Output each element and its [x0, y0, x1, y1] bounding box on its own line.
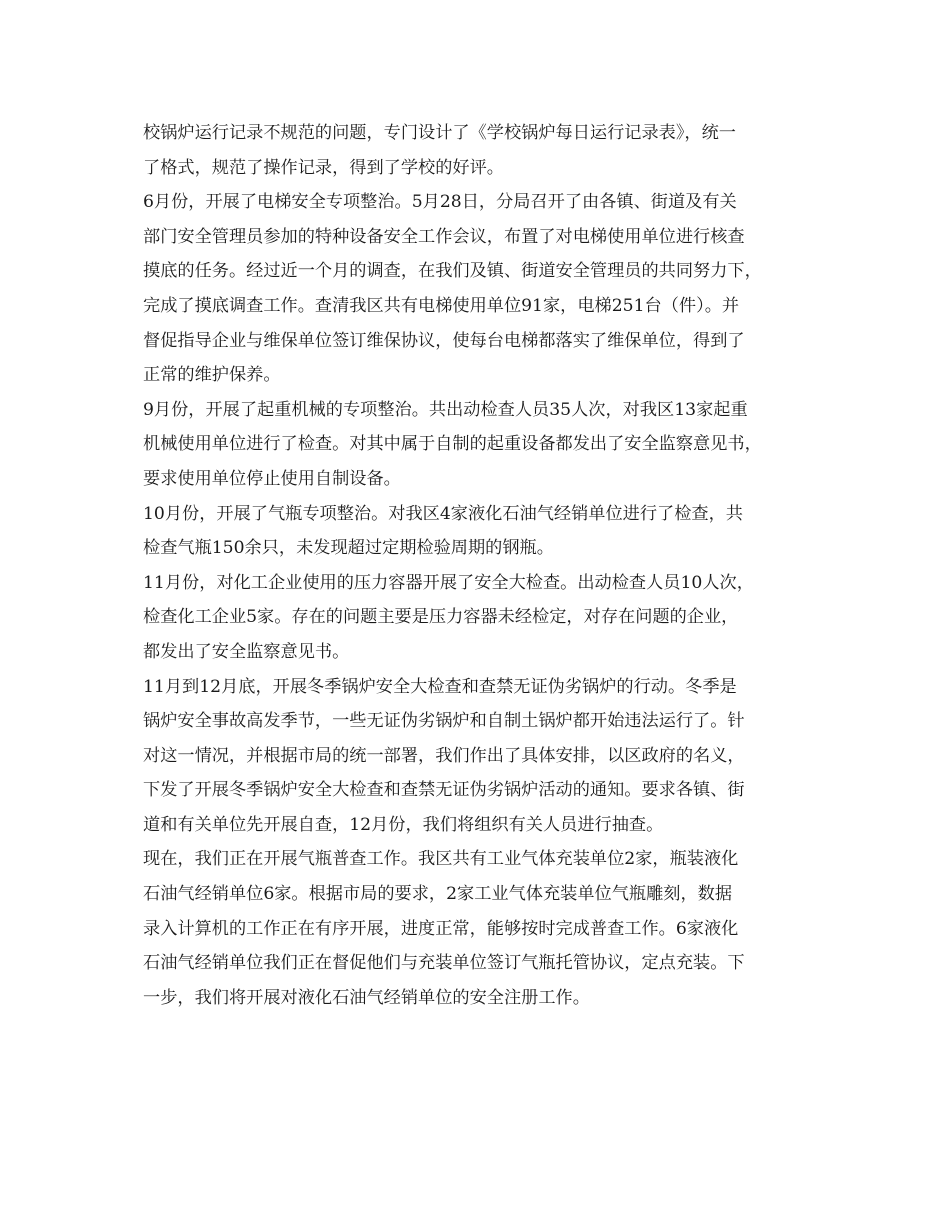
- text-line: 现在，我们正在开展气瓶普查工作。我区共有工业气体充装单位2家，瓶装液化: [143, 849, 739, 870]
- text-line: 道和有关单位先开展自查，12月份，我们将组织有关人员进行抽查。: [143, 814, 664, 835]
- text-line: 检查化工企业5家。存在的问题主要是压力容器未经检定，对存在问题的企业，: [143, 607, 739, 628]
- text-line: 对这一情况，并根据市局的统一部署，我们作出了具体安排，以区政府的名义，: [143, 745, 745, 766]
- text-line: 石油气经销单位我们正在督促他们与充装单位签订气瓶托管协议，定点充装。下: [143, 953, 745, 974]
- text-line: 11月份，对化工企业使用的压力容器开展了安全大检查。出动检查人员10人次，: [143, 572, 754, 593]
- text-line: 一步，我们将开展对液化石油气经销单位的安全注册工作。: [143, 987, 590, 1008]
- text-line: 了格式，规范了操作记录，得到了学校的好评。: [143, 157, 504, 178]
- text-line: 都发出了安全监察意见书。: [143, 641, 350, 662]
- text-line: 校锅炉运行记录不规范的问题，专门设计了《学校锅炉每日运行记录表》，统一: [143, 123, 736, 143]
- text-line: 部门安全管理员参加的特种设备安全工作会议，布置了对电梯使用单位进行核查: [143, 226, 745, 247]
- text-line: 6月份，开展了电梯安全专项整治。5月28日，分局召开了由各镇、街道及有关: [143, 192, 737, 213]
- text-line: 督促指导企业与维保单位签订维保协议，使每台电梯都落实了维保单位，得到了: [143, 330, 745, 351]
- text-line: 锅炉安全事故高发季节，一些无证伪劣锅炉和自制土锅炉都开始违法运行了。针: [143, 711, 745, 732]
- text-line: 11月到12月底，开展冬季锅炉安全大检查和查禁无证伪劣锅炉的行动。冬季是: [143, 676, 737, 697]
- text-line: 机械使用单位进行了检查。对其中属于自制的起重设备都发出了安全监察意见书，: [143, 434, 762, 455]
- text-line: 完成了摸底调查工作。查清我区共有电梯使用单位91家，电梯251台（件）。并: [143, 295, 740, 316]
- text-line: 10月份，开展了气瓶专项整治。对我区4家液化石油气经销单位进行了检查，共: [143, 503, 743, 524]
- text-line: 下发了开展冬季锅炉安全大检查和查禁无证伪劣锅炉活动的通知。要求各镇、街: [143, 780, 745, 801]
- text-line: 石油气经销单位6家。根据市局的要求，2家工业气体充装单位气瓶雕刻，数据: [143, 884, 733, 905]
- text-line: 要求使用单位停止使用自制设备。: [143, 468, 401, 489]
- text-line: 9月份，开展了起重机械的专项整治。共出动检查人员35人次，对我区13家起重: [143, 399, 748, 420]
- text-line: 摸底的任务。经过近一个月的调查，在我们及镇、街道安全管理员的共同努力下，: [143, 261, 762, 282]
- text-line: 录入计算机的工作正在有序开展，进度正常，能够按时完成普查工作。6家液化: [143, 918, 739, 939]
- text-line: 检查气瓶150余只，未发现超过定期检验周期的钢瓶。: [143, 538, 554, 559]
- text-line: 正常的维护保养。: [143, 365, 281, 386]
